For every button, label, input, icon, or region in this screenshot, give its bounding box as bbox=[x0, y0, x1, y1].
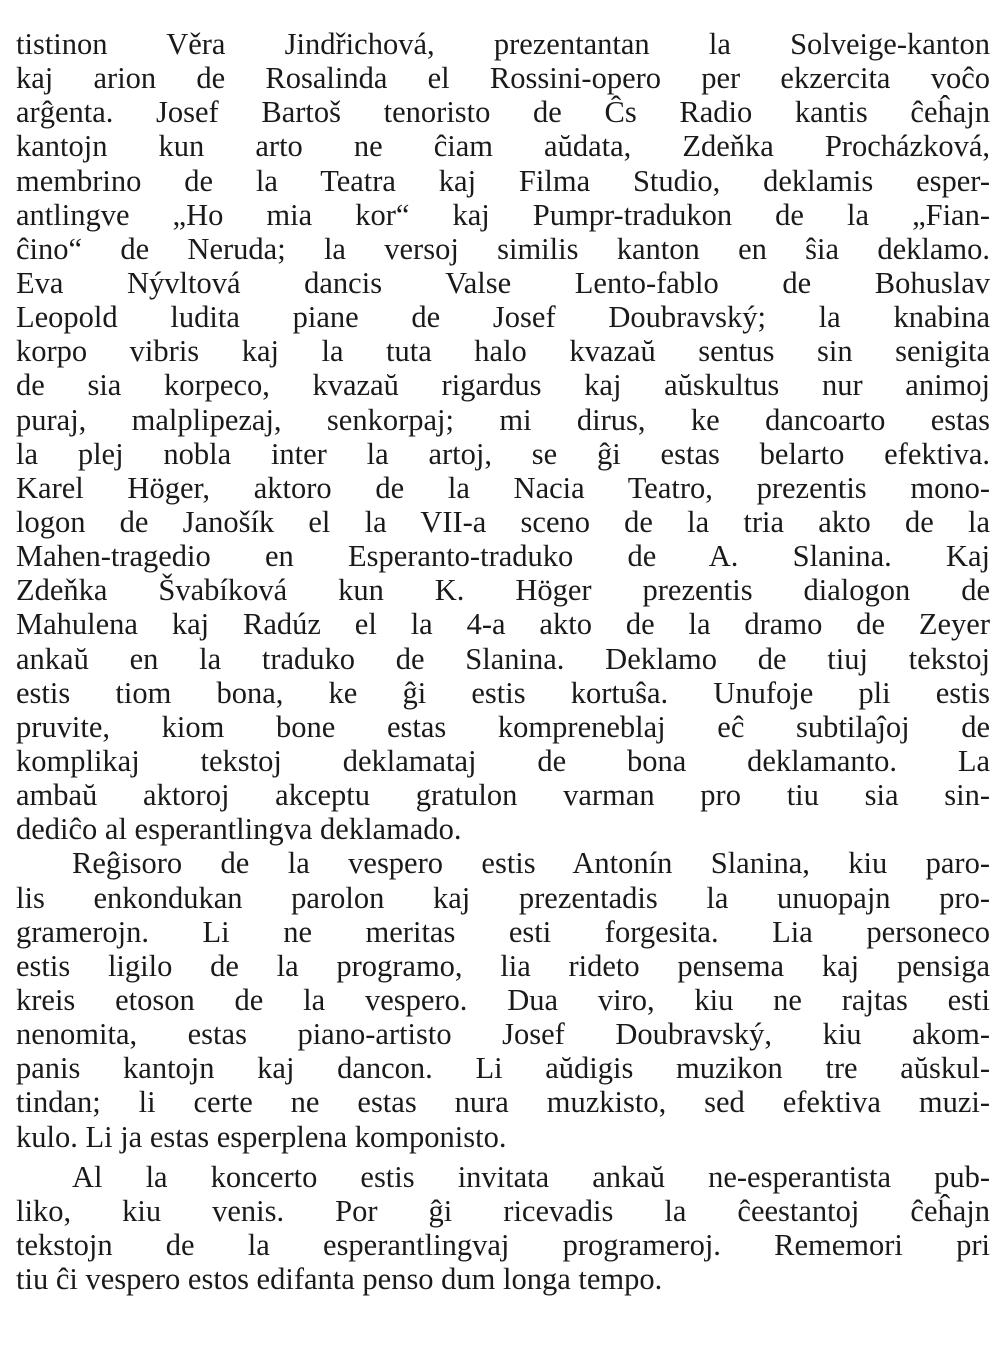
text-line: nenomita, estas piano-artisto Josef Doubravský, kiu akom- bbox=[16, 1017, 990, 1052]
article-text-column bbox=[16, 27, 990, 1296]
text-line: lis enkondukan parolon kaj prezentadis la unuopajn pro- bbox=[16, 880, 990, 915]
paragraph-director bbox=[16, 846, 990, 1153]
text-line: Eva Nývltová dancis Valse Lento-fablo de Bohuslav bbox=[16, 265, 990, 300]
text-line: gramerojn. Li ne meritas esti forgesita. Lia personeco bbox=[16, 914, 990, 949]
text-line: puraj, malplipezaj, senkorpaj; mi dirus, ke dancoarto estas bbox=[16, 402, 990, 437]
text-line: logon de Janošík el la VII-a sceno de la tria akto de la bbox=[16, 504, 990, 539]
paragraph-performers bbox=[16, 27, 990, 846]
text-line: pruvite, kiom bone estas kompreneblaj eĉ subtilaĵoj de bbox=[16, 709, 990, 744]
text-line: Mahulena kaj Radúz el la 4-a akto de la dramo de Zeyer bbox=[16, 607, 990, 642]
text-line: ambaŭ aktoroj akceptu gratulon varman pro tiu sia sin- bbox=[16, 778, 990, 813]
text-line: dediĉo al esperantlingva deklamado. bbox=[16, 812, 462, 847]
text-line: Leopold ludita piane de Josef Doubravský; la knabina bbox=[16, 300, 990, 335]
text-line: Karel Höger, aktoro de la Nacia Teatro, prezentis mono- bbox=[16, 470, 990, 505]
text-line: ankaŭ en la traduko de Slanina. Deklamo de tiuj tekstoj bbox=[16, 641, 990, 676]
text-line: la plej nobla inter la artoj, se ĝi estas belarto efektiva. bbox=[16, 436, 990, 471]
paragraph-audience bbox=[16, 1160, 990, 1297]
text-line: korpo vibris kaj la tuta halo kvazaŭ sentus sin senigita bbox=[16, 334, 990, 369]
text-line: ĉino“ de Neruda; la versoj similis kanton en ŝia deklamo. bbox=[16, 231, 990, 266]
text-line: tindan; li certe ne estas nura muzkisto, sed efektiva muzi- bbox=[16, 1085, 990, 1120]
text-line: komplikaj tekstoj deklamataj de bona deklamanto. La bbox=[16, 743, 990, 778]
text-line: kaj arion de Rosalinda el Rossini-opero per ekzercita voĉo bbox=[16, 61, 990, 96]
text-line: antlingve „Ho mia kor“ kaj Pumpr-tradukon de la „Fian- bbox=[16, 197, 990, 232]
text-line: tistinon Věra Jindřichová, prezentantan la Solveige-kanton bbox=[16, 27, 990, 61]
text-line: kreis etoson de la vespero. Dua viro, kiu ne rajtas esti bbox=[16, 982, 990, 1017]
text-line: Zdeňka Švabíková kun K. Höger prezentis dialogon de bbox=[16, 573, 990, 608]
text-line: estis ligilo de la programo, lia rideto pensema kaj pensiga bbox=[16, 948, 990, 983]
text-line: liko, kiu venis. Por ĝi ricevadis la ĉeestantoj ĉeĥajn bbox=[16, 1193, 990, 1228]
text-line: Al la koncerto estis invitata ankaŭ ne-esperantista pub- bbox=[72, 1159, 990, 1194]
text-line: de sia korpeco, kvazaŭ rigardus kaj aŭskultus nur animoj bbox=[16, 368, 990, 403]
text-line: Reĝisoro de la vespero estis Antonín Slanina, kiu paro- bbox=[72, 846, 990, 881]
text-line: kantojn kun arto ne ĉiam aŭdata, Zdeňka Procházková, bbox=[16, 129, 990, 164]
text-line: arĝenta. Josef Bartoš tenoristo de Ĉs Radio kantis ĉeĥajn bbox=[16, 95, 990, 130]
text-line: kulo. Li ja estas esperplena komponisto. bbox=[16, 1119, 507, 1154]
text-line: estis tiom bona, ke ĝi estis kortuŝa. Unufoje pli estis bbox=[16, 675, 990, 710]
text-line: membrino de la Teatra kaj Filma Studio, deklamis esper- bbox=[16, 163, 990, 198]
text-line: panis kantojn kaj dancon. Li aŭdigis muzikon tre aŭskul- bbox=[16, 1051, 990, 1086]
text-line: tekstojn de la esperantlingvaj programeroj. Rememori pri bbox=[16, 1227, 990, 1262]
text-line: tiu ĉi vespero estos edifanta penso dum longa tempo. bbox=[16, 1262, 663, 1297]
text-line: Mahen-tragedio en Esperanto-traduko de A. Slanina. Kaj bbox=[16, 539, 990, 574]
